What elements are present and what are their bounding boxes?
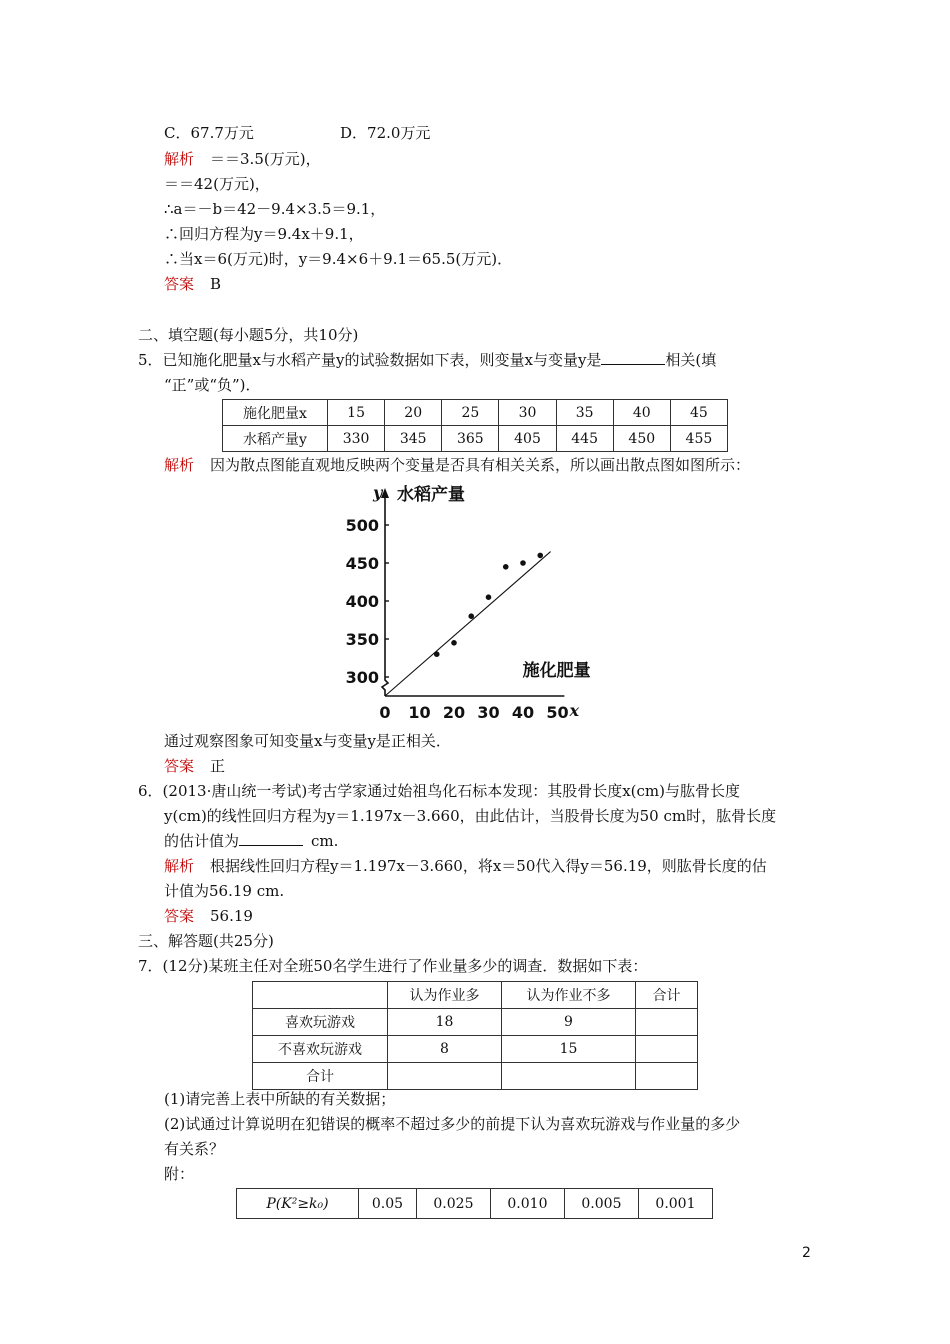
table-cell: 9 bbox=[502, 1009, 636, 1036]
q6-line2: y(cm)的线性回归方程为y＝1.197x－3.660，由此估计，当股骨长度为50 cm时，肱骨长度 bbox=[164, 807, 777, 825]
y-tick-label: 300 bbox=[345, 668, 379, 687]
table-cell: 0.05 bbox=[359, 1189, 417, 1219]
q4-answer bbox=[164, 274, 221, 294]
q5-text-a: 5．已知施化肥量x与水稻产量y的试验数据如下表，则变量x与变量y是 bbox=[138, 351, 602, 369]
q5-answer bbox=[164, 756, 225, 776]
q6-text-a: 的估计值为 bbox=[164, 832, 240, 850]
q6-solution bbox=[164, 856, 767, 876]
table-cell: 405 bbox=[499, 426, 556, 452]
q7-part2-line1: (2)试通过计算说明在犯错误的概率不超过多少的前提下认为喜欢玩游戏与作业量的多少 bbox=[164, 1115, 741, 1133]
q5-solution-text: 因为散点图能直观地反映两个变量是否具有相关关系，所以画出散点图如图所示： bbox=[210, 456, 751, 474]
table-cell: 455 bbox=[670, 426, 727, 452]
table-cell bbox=[636, 1036, 698, 1063]
p-value-table bbox=[236, 1188, 713, 1219]
q4-solution-text1: ＝＝3.5(万元)， bbox=[210, 150, 321, 168]
page-number: 2 bbox=[802, 1245, 811, 1261]
column-header: 合计 bbox=[636, 982, 698, 1009]
table-cell bbox=[253, 982, 388, 1009]
table-cell: 35 bbox=[556, 400, 613, 426]
y-axis-title: 水稻产量 bbox=[397, 485, 465, 505]
scatter-chart bbox=[340, 478, 600, 724]
q6-solution-text1: 根据线性回归方程y＝1.197x－3.660，将x＝50代入得y＝56.19，则肱骨长度的估 bbox=[210, 857, 767, 875]
data-point bbox=[503, 564, 509, 570]
table-cell bbox=[502, 1063, 636, 1090]
q6-blank bbox=[239, 831, 303, 846]
q4-solution-line2: ＝＝42(万元)， bbox=[164, 175, 270, 193]
q5-blank bbox=[601, 350, 665, 365]
table-cell: 15 bbox=[502, 1036, 636, 1063]
q5-data-table bbox=[222, 399, 728, 452]
table-row bbox=[223, 426, 728, 452]
answer-label: 答案 bbox=[164, 757, 195, 775]
table-cell: 15 bbox=[328, 400, 385, 426]
y-axis bbox=[382, 492, 388, 696]
q5-conclusion: 通过观察图象可知变量x与变量y是正相关． bbox=[164, 732, 451, 750]
q4-solution-line5: ∴当x＝6(万元)时，y＝9.4×6＋9.1＝65.5(万元)． bbox=[164, 250, 513, 268]
table-cell: 450 bbox=[613, 426, 670, 452]
table-cell: 0.001 bbox=[638, 1189, 712, 1219]
table-cell bbox=[636, 1063, 698, 1090]
q7-part1: (1)请完善上表中所缺的有关数据； bbox=[164, 1090, 396, 1108]
y-tick-label: 400 bbox=[345, 592, 379, 611]
y-tick-label: 450 bbox=[345, 554, 379, 573]
x-tick-label: 10 bbox=[408, 703, 431, 722]
x-tick-label: 20 bbox=[442, 703, 466, 722]
row-header: 水稻产量y bbox=[223, 426, 328, 452]
data-point bbox=[520, 560, 526, 566]
table-row bbox=[237, 1189, 713, 1219]
table-cell bbox=[636, 1009, 698, 1036]
column-header: 认为作业不多 bbox=[502, 982, 636, 1009]
table-cell: 45 bbox=[670, 400, 727, 426]
row-header: 不喜欢玩游戏 bbox=[253, 1036, 388, 1063]
solution-label: 解析 bbox=[164, 857, 195, 875]
q6-line3 bbox=[164, 831, 338, 851]
q5-line2: “正”或“负”)． bbox=[164, 376, 261, 394]
q6-text-b: cm. bbox=[311, 832, 339, 850]
q7-appendix: 附： bbox=[164, 1165, 195, 1183]
table-cell: 445 bbox=[556, 426, 613, 452]
data-point bbox=[537, 553, 543, 559]
solution-label: 解析 bbox=[164, 150, 195, 168]
table-cell bbox=[388, 1063, 502, 1090]
section2-title: 二、填空题(每小题5分，共10分) bbox=[138, 326, 359, 344]
table-cell: 0.025 bbox=[416, 1189, 490, 1219]
data-point bbox=[468, 613, 474, 619]
table-cell: 0.010 bbox=[490, 1189, 564, 1219]
data-point bbox=[486, 594, 492, 600]
q5-solution bbox=[164, 455, 750, 475]
section3-title: 三、解答题(共25分) bbox=[138, 932, 274, 950]
table-cell: 20 bbox=[385, 400, 442, 426]
q4-solution-line1 bbox=[164, 149, 321, 169]
y-tick-label: 500 bbox=[345, 516, 379, 535]
table-cell: 8 bbox=[388, 1036, 502, 1063]
x-axis-letter: x bbox=[569, 701, 580, 720]
row-header: 合计 bbox=[253, 1063, 388, 1090]
row-header: P(K²≥k₀) bbox=[237, 1189, 359, 1219]
x-tick-label: 30 bbox=[477, 703, 500, 722]
table-row bbox=[253, 1036, 698, 1063]
table-row bbox=[253, 982, 698, 1009]
table-cell: 365 bbox=[442, 426, 499, 452]
x-tick-label: 50 bbox=[546, 703, 569, 722]
table-row bbox=[253, 1009, 698, 1036]
table-row bbox=[253, 1063, 698, 1090]
table-cell: 25 bbox=[442, 400, 499, 426]
column-header: 认为作业多 bbox=[388, 982, 502, 1009]
y-tick-label: 350 bbox=[345, 630, 379, 649]
data-point bbox=[451, 640, 457, 646]
table-row bbox=[223, 400, 728, 426]
q4-solution-line3: ∴a＝－b＝42－9.4×3.5＝9.1， bbox=[164, 200, 386, 218]
q5-text-b: 相关(填 bbox=[665, 351, 717, 369]
x-axis-title: 施化肥量 bbox=[522, 661, 591, 681]
q6-line1: 6．(2013·唐山统一考试)考古学家通过始祖鸟化石标本发现：其股骨长度x(cm)与肱骨长度 bbox=[138, 782, 740, 800]
q5-line1 bbox=[138, 350, 716, 370]
q4-answer-value: B bbox=[210, 275, 222, 293]
answer-label: 答案 bbox=[164, 275, 195, 293]
option-c: C．67.7万元 bbox=[164, 124, 254, 142]
row-header: 施化肥量x bbox=[223, 400, 328, 426]
y-axis-letter: y bbox=[373, 483, 383, 502]
x-tick-label: 40 bbox=[511, 703, 535, 722]
q6-answer bbox=[164, 906, 253, 926]
q6-solution-line2: 计值为56.19 cm. bbox=[164, 882, 285, 900]
q7-line1: 7．(12分)某班主任对全班50名学生进行了作业量多少的调查．数据如下表： bbox=[138, 957, 648, 975]
row-header: 喜欢玩游戏 bbox=[253, 1009, 388, 1036]
table-cell: 330 bbox=[328, 426, 385, 452]
x-tick-label: 0 bbox=[379, 703, 391, 722]
q4-solution-line4: ∴回归方程为y＝9.4x＋9.1， bbox=[164, 225, 364, 243]
table-cell: 18 bbox=[388, 1009, 502, 1036]
table-cell: 0.005 bbox=[564, 1189, 638, 1219]
q7-part2-line2: 有关系？ bbox=[164, 1140, 225, 1158]
solution-label: 解析 bbox=[164, 456, 195, 474]
table-cell: 30 bbox=[499, 400, 556, 426]
table-cell: 40 bbox=[613, 400, 670, 426]
q6-answer-value: 56.19 bbox=[210, 907, 253, 925]
data-point bbox=[434, 651, 440, 657]
q5-answer-value: 正 bbox=[210, 757, 226, 775]
q7-survey-table bbox=[252, 981, 698, 1090]
answer-label: 答案 bbox=[164, 907, 195, 925]
table-cell: 345 bbox=[385, 426, 442, 452]
option-d: D．72.0万元 bbox=[340, 124, 431, 142]
